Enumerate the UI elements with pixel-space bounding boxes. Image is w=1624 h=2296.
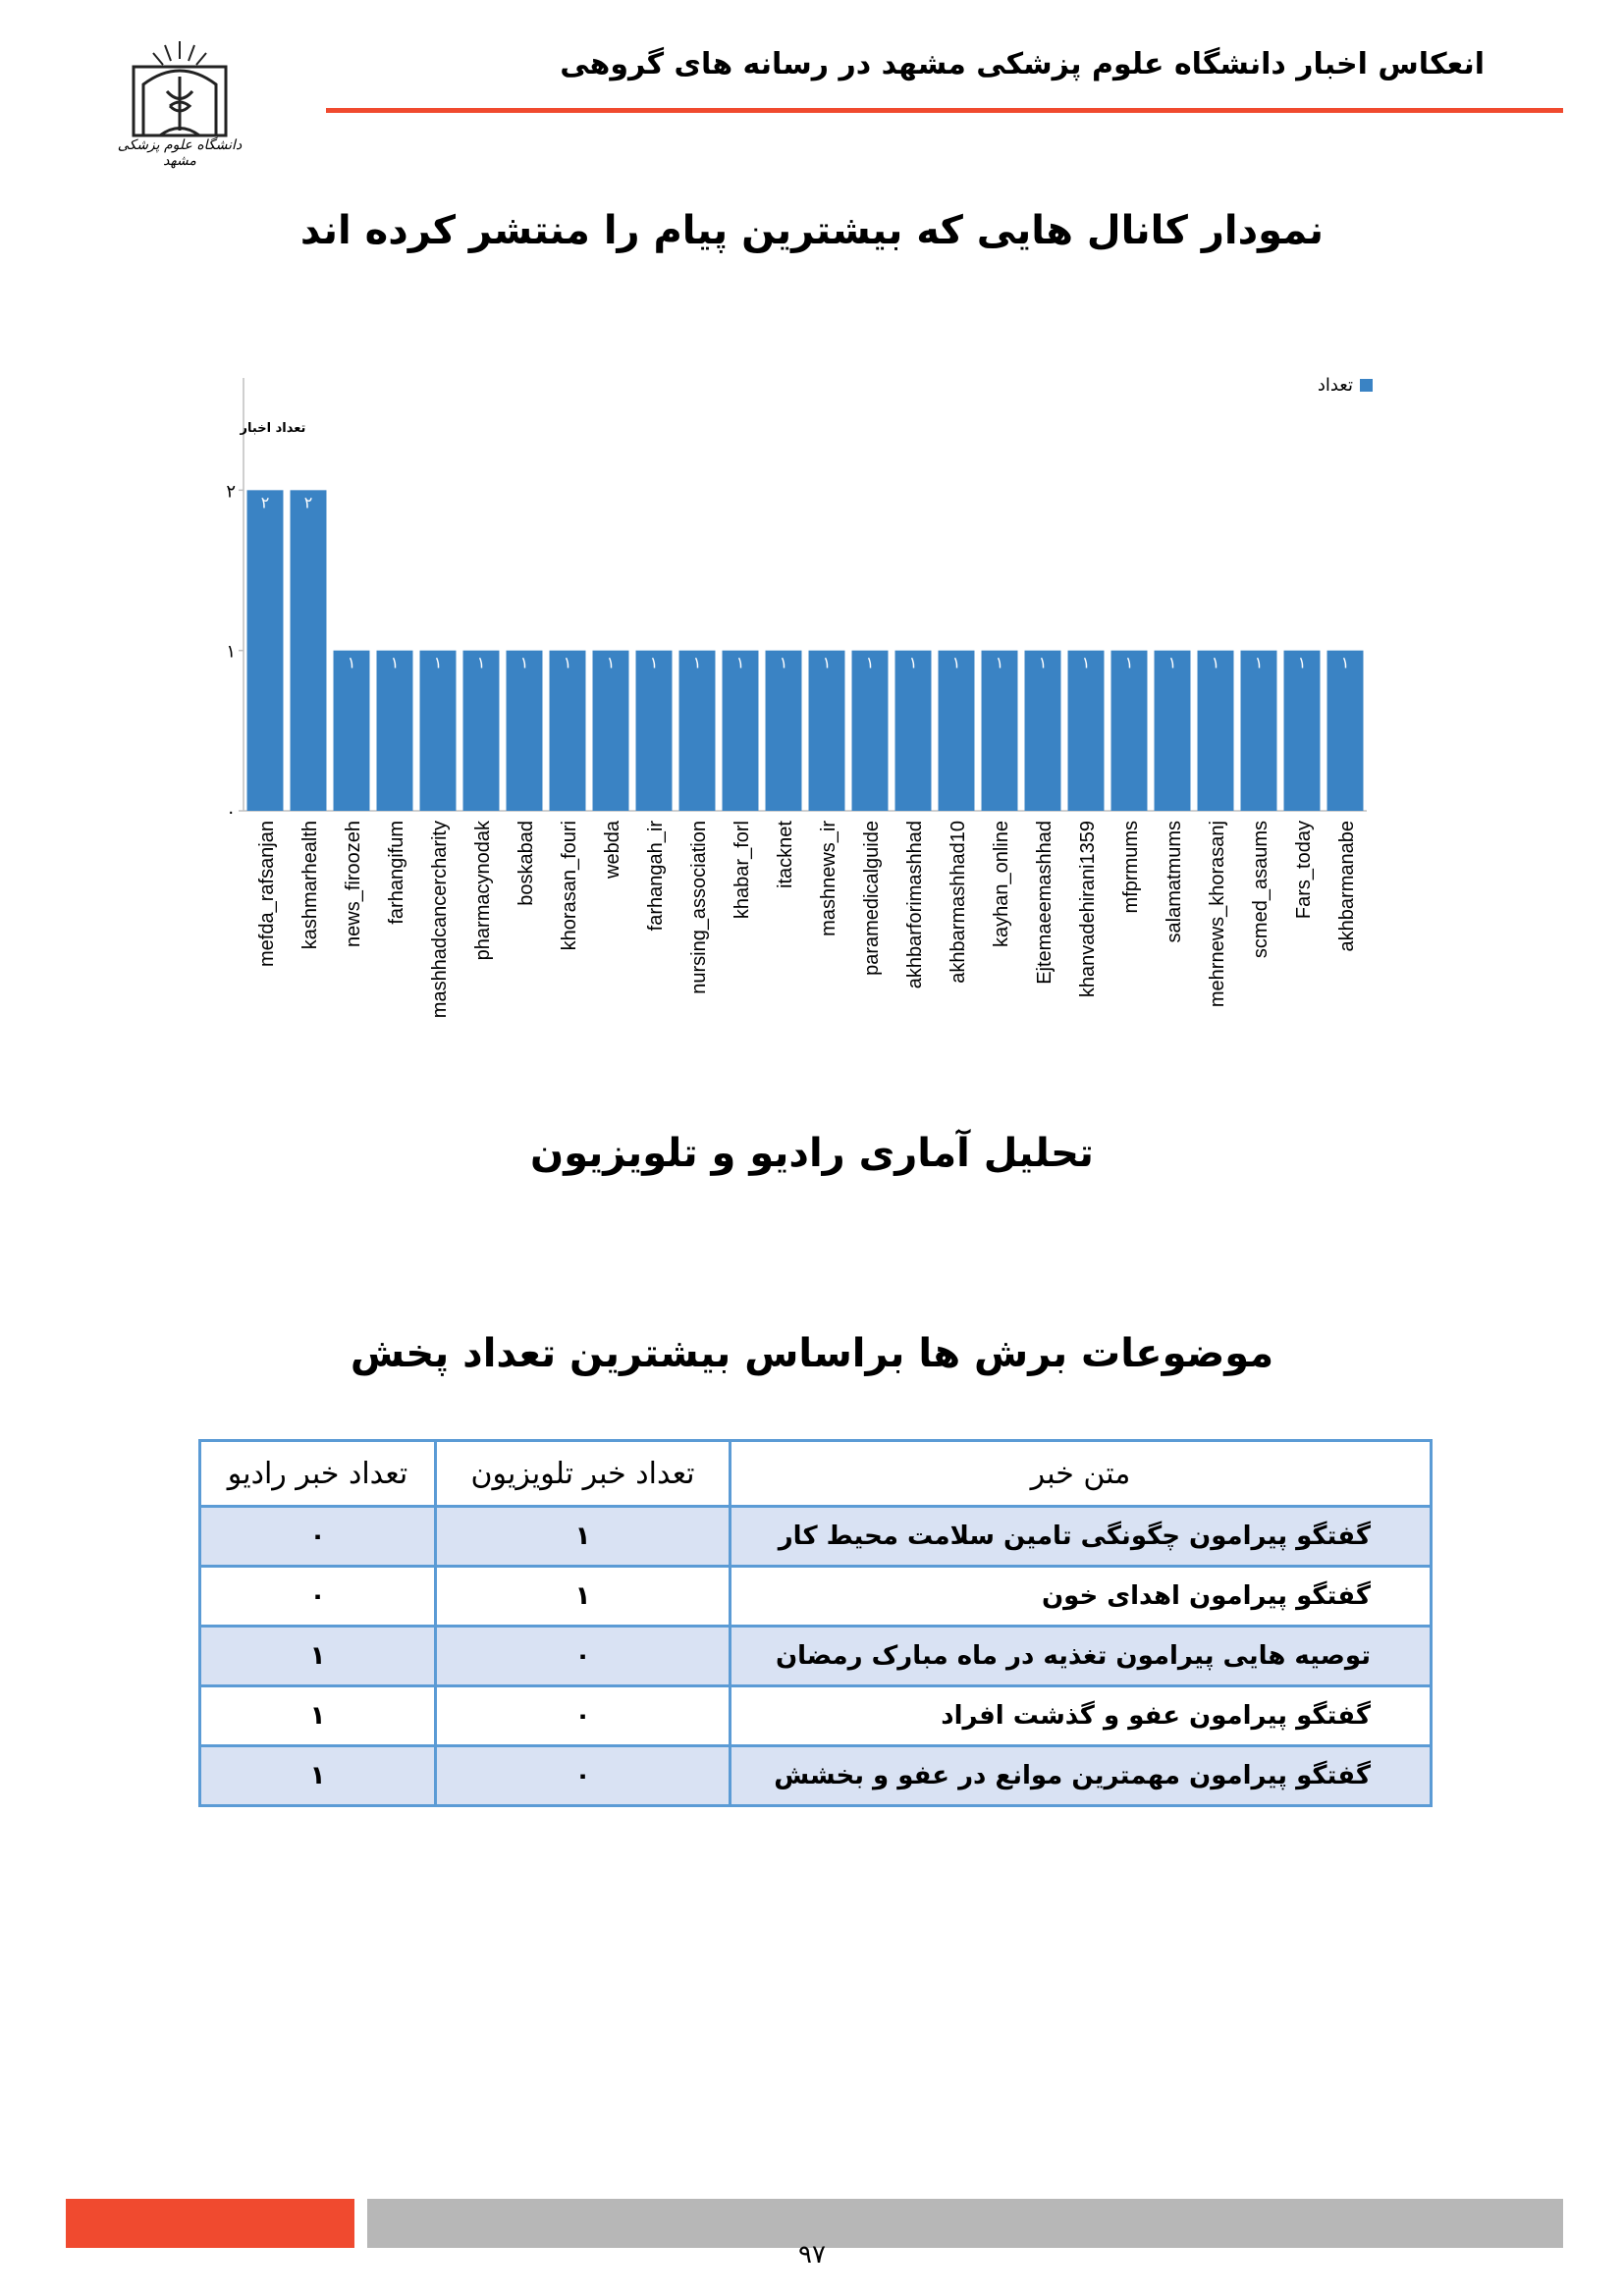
x-tick-label: mehrnews_khorasanj	[1207, 821, 1228, 1008]
x-tick-label: scmed_asaums	[1250, 821, 1272, 959]
x-tick-label: webda	[602, 821, 623, 879]
y-tick-label: ۱	[226, 641, 236, 663]
x-tick-label: pharmacynodak	[472, 821, 494, 961]
bar	[809, 651, 845, 811]
row-tv-count: ۱	[436, 1507, 731, 1567]
bar	[679, 651, 716, 811]
row-radio-count: ۱	[200, 1627, 436, 1686]
row-news-text: گفتگو پیرامون چگونگی تامین سلامت محیط کار	[731, 1507, 1432, 1567]
row-tv-count: ۱	[436, 1567, 731, 1627]
row-radio-count: ۱	[200, 1746, 436, 1806]
x-tick-label: mefda_rafsanjan	[256, 821, 278, 967]
header-radio-count: تعداد خبر رادیو	[200, 1441, 436, 1507]
bar	[1155, 651, 1191, 811]
table-row	[200, 1627, 1432, 1686]
row-radio-count: ۱	[200, 1686, 436, 1746]
bar	[1327, 651, 1364, 811]
x-tick-label: mfprmums	[1120, 821, 1142, 914]
document-header-title: انعکاس اخبار دانشگاه علوم پزشکی مشهد در رسانه های گروهی	[560, 47, 1485, 81]
x-tick-label: nursing_association	[688, 821, 710, 994]
legend-label: تعداد	[1317, 375, 1353, 396]
bar-value-label: ۱	[779, 653, 788, 672]
table-row	[200, 1567, 1432, 1627]
bar	[463, 651, 500, 811]
bar-value-label: ۱	[606, 653, 616, 672]
x-tick-label: mashhadcancercharity	[429, 821, 451, 1019]
bar-value-label: ۱	[735, 653, 745, 672]
bar	[1198, 651, 1234, 811]
bar	[1025, 651, 1061, 811]
x-tick-label: Ejtemaeemashhad	[1034, 821, 1056, 985]
bar	[507, 651, 543, 811]
bar-value-label: ۱	[519, 653, 529, 672]
bar	[420, 651, 457, 811]
bar-value-label: ۱	[1167, 653, 1177, 672]
chart-title: نمودار کانال هایی که بیشترین پیام را منتشر کرده اند	[299, 208, 1325, 253]
row-news-text: گفتگو پیرامون مهمترین موانع در عفو و بخشش	[731, 1746, 1432, 1806]
bar	[1111, 651, 1148, 811]
row-news-text: گفتگو پیرامون اهدای خون	[731, 1567, 1432, 1627]
bar-value-label: ۱	[908, 653, 918, 672]
bar-value-label: ۱	[563, 653, 572, 672]
x-tick-label: farhangah_ir	[645, 821, 667, 932]
bar-value-label: ۱	[649, 653, 659, 672]
bar-value-label: ۱	[1124, 653, 1134, 672]
bar-chart	[0, 0, 1624, 1099]
bar	[1241, 651, 1277, 811]
section-title: تحلیل آماری رادیو و تلویزیون	[530, 1131, 1094, 1176]
bar	[247, 490, 284, 811]
bar-value-label: ۲	[260, 493, 270, 512]
row-tv-count: ۰	[436, 1686, 731, 1746]
bar-value-label: ۱	[1038, 653, 1048, 672]
bar-value-label: ۱	[822, 653, 832, 672]
bar-value-label: ۱	[390, 653, 400, 672]
bar	[291, 490, 327, 811]
bar	[636, 651, 673, 811]
bar-value-label: ۱	[692, 653, 702, 672]
x-tick-label: khorasan_fouri	[559, 821, 580, 951]
y-axis-label: تعداد اخبار	[240, 421, 306, 436]
bar	[939, 651, 975, 811]
x-tick-label: mashnews_ir	[818, 821, 839, 936]
y-tick-label: ۰	[226, 802, 236, 823]
x-tick-label: akhbarmashhad10	[947, 821, 969, 984]
x-tick-label: itacknet	[775, 821, 796, 888]
x-tick-label: khanvadehirani1359	[1077, 821, 1099, 998]
bar-value-label: ۱	[476, 653, 486, 672]
bar-value-label: ۱	[1211, 653, 1220, 672]
bar-value-label: ۱	[1254, 653, 1264, 672]
bar-value-label: ۱	[1297, 653, 1307, 672]
row-news-text: توصیه هایی پیرامون تغذیه در ماه مبارک رمضان	[731, 1627, 1432, 1686]
row-news-text: گفتگو پیرامون عفو و گذشت افراد	[731, 1686, 1432, 1746]
x-tick-label: kashmarhealth	[299, 821, 321, 950]
page-number: ۹۷	[798, 2240, 826, 2269]
x-tick-label: akhbarmanabe	[1336, 821, 1358, 952]
header-tv-count: تعداد خبر تلویزیون	[436, 1441, 731, 1507]
broadcast-topics-table	[198, 1439, 1433, 1807]
bar-value-label: ۱	[865, 653, 875, 672]
row-radio-count: ۰	[200, 1507, 436, 1567]
x-tick-label: kayhan_online	[991, 821, 1012, 947]
bar	[982, 651, 1018, 811]
x-tick-label: news_firoozeh	[343, 821, 364, 947]
bar-value-label: ۱	[433, 653, 443, 672]
bar-value-label: ۱	[995, 653, 1004, 672]
bar	[1068, 651, 1105, 811]
bar-value-label: ۱	[347, 653, 356, 672]
bar-value-label: ۲	[303, 493, 313, 512]
bar-value-label: ۱	[951, 653, 961, 672]
x-tick-label: akhbarforimashhad	[904, 821, 926, 989]
table-row	[200, 1746, 1432, 1806]
bar-value-label: ۱	[1081, 653, 1091, 672]
row-tv-count: ۰	[436, 1627, 731, 1686]
table-row	[200, 1507, 1432, 1567]
x-tick-label: paramedicalguide	[861, 821, 883, 976]
logo-caption: دانشگاه علوم پزشکی مشهد	[117, 137, 243, 169]
row-radio-count: ۰	[200, 1567, 436, 1627]
bar	[550, 651, 586, 811]
x-tick-label: boskabad	[515, 821, 537, 906]
table-header-row	[200, 1441, 1432, 1507]
bar	[766, 651, 802, 811]
bar	[895, 651, 932, 811]
bar	[593, 651, 629, 811]
y-tick-label: ۲	[226, 481, 236, 503]
x-tick-label: salamatmums	[1164, 821, 1185, 943]
bar-value-label: ۱	[1340, 653, 1350, 672]
table-title: موضوعات برش ها براساس بیشترین تعداد پخش	[350, 1331, 1274, 1376]
bar	[334, 651, 370, 811]
bar	[377, 651, 413, 811]
x-tick-label: farhangifum	[386, 821, 407, 925]
table-row	[200, 1686, 1432, 1746]
header-news-text: متن خبر	[731, 1441, 1432, 1507]
x-tick-label: khabar_forl	[731, 821, 753, 920]
legend-swatch	[1360, 379, 1373, 392]
row-tv-count: ۰	[436, 1746, 731, 1806]
bar	[723, 651, 759, 811]
bar	[1284, 651, 1321, 811]
bar	[852, 651, 889, 811]
x-tick-label: Fars_today	[1293, 821, 1315, 920]
